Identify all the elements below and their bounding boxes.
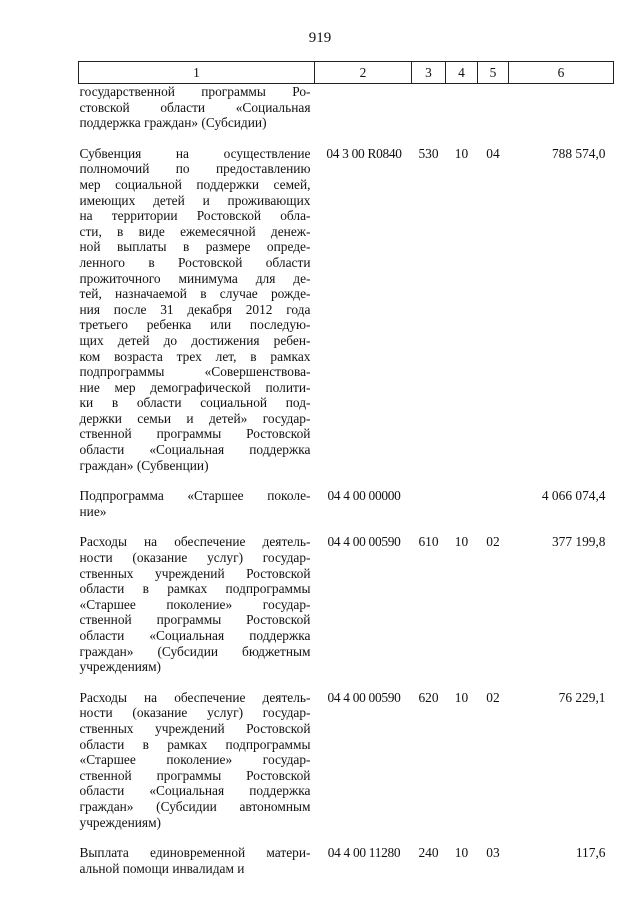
word: услуг): [207, 550, 244, 566]
description-line: ние»: [79, 503, 107, 519]
word: программы: [156, 426, 222, 442]
description-line: [80, 644, 311, 660]
word: учреждений: [155, 720, 225, 736]
word: ственной: [79, 767, 132, 783]
word: Расходы: [79, 534, 127, 550]
description-line: [80, 84, 311, 100]
expense-type-code: [412, 488, 446, 534]
word: Субвенция: [79, 145, 142, 161]
column-header-4: 4: [446, 62, 478, 84]
word: обла-: [280, 208, 311, 224]
description-line: [80, 752, 311, 768]
word: детей: [153, 192, 185, 208]
word: Подпрограмма: [79, 488, 164, 504]
subsection-code: 02: [486, 534, 500, 550]
word: лет,: [215, 348, 237, 364]
description-line: [80, 100, 311, 116]
description-line: [80, 768, 311, 784]
column-header-6: 6: [509, 62, 614, 84]
word: государ-: [262, 596, 311, 612]
word: выплаты: [116, 239, 167, 255]
word: «Старшее: [187, 488, 244, 504]
word: деятель-: [262, 534, 311, 550]
word: области: [79, 628, 125, 643]
amount-value: 117,6: [575, 845, 606, 861]
word: полити-: [265, 379, 311, 395]
word: единовременной: [150, 845, 246, 861]
column-header-2: 2: [315, 62, 412, 84]
word: в: [111, 395, 119, 411]
word: Ростовской: [178, 254, 243, 270]
description-line: [80, 364, 311, 380]
section-code: [446, 488, 478, 534]
word: на: [144, 689, 158, 705]
description-line: [80, 333, 311, 349]
description-line: [80, 239, 311, 255]
word: держки: [79, 410, 122, 426]
expense-type-code: 240: [418, 845, 439, 861]
table-header: [79, 62, 614, 84]
word: граждан»: [79, 798, 134, 814]
description-line: [80, 224, 311, 240]
word: территории: [111, 208, 178, 224]
word: семей,: [273, 176, 311, 192]
word: ребен-: [273, 332, 311, 348]
description-line: [80, 612, 311, 628]
word: предоставлению: [216, 161, 311, 177]
word: Ро-: [292, 84, 311, 99]
word: ности: [79, 705, 113, 721]
description-line: [80, 286, 311, 302]
word: денеж-: [270, 223, 311, 239]
target-article-code: 04 4 00 11280: [327, 845, 401, 861]
word: на: [175, 145, 189, 161]
word: ком: [79, 348, 101, 364]
description-line: [80, 380, 311, 396]
word: программы: [156, 767, 222, 783]
word: поколение»: [166, 752, 233, 768]
table-body: [79, 84, 614, 892]
word: в: [182, 239, 190, 255]
description-line: [80, 566, 311, 582]
page-number: 919: [308, 30, 332, 46]
word: Ростовской: [246, 565, 311, 581]
word: обеспечение: [174, 534, 246, 550]
expense-type-code: [412, 84, 446, 146]
description-line: [80, 737, 311, 753]
word: в: [250, 348, 257, 364]
description-line: [80, 271, 311, 287]
description-line: граждан» (Субвенции): [79, 457, 209, 473]
word: последую-: [249, 317, 311, 333]
description-line: [80, 208, 311, 224]
target-article-code: 04 4 00 00590: [327, 689, 401, 705]
word: государ-: [262, 550, 311, 566]
word: «Старшее: [79, 596, 136, 612]
word: «Социальная: [149, 783, 225, 799]
word: под-: [285, 395, 311, 411]
section-code: 10: [454, 689, 469, 705]
description-line: [80, 799, 311, 815]
word: Ростовской: [196, 208, 262, 224]
word: декабря: [187, 301, 232, 317]
word: третьего: [79, 317, 128, 333]
word: ежемесячной: [180, 223, 256, 239]
word: ребенка: [146, 317, 192, 333]
word: в: [142, 581, 149, 597]
word: или: [210, 317, 232, 333]
word: минимума: [178, 270, 238, 286]
word: Ростовской: [246, 426, 311, 442]
description-line: [80, 845, 311, 861]
expense-type-code: 620: [418, 689, 439, 705]
word: подпрограммы: [225, 581, 311, 597]
word: детей»: [208, 410, 248, 426]
description-line: [80, 302, 311, 318]
word: матери-: [266, 845, 311, 861]
word: государ-: [262, 705, 311, 721]
description-line: [80, 442, 311, 458]
table-row: [79, 146, 614, 488]
word: области: [79, 581, 125, 597]
word: поддержки: [196, 176, 260, 192]
subsection-code: [478, 84, 509, 146]
word: семьи: [137, 410, 172, 426]
word: возраста: [114, 348, 163, 364]
word: социальной: [200, 395, 268, 411]
word: Ростовской: [246, 720, 311, 736]
table-row: [79, 845, 614, 891]
subsection-code: 04: [486, 145, 500, 161]
budget-table: [78, 61, 614, 891]
description-line: [80, 255, 311, 271]
row-description: [79, 534, 315, 689]
word: трех: [176, 348, 202, 364]
word: программы: [201, 84, 266, 99]
word: размере: [205, 239, 251, 255]
amount-value: 377 199,8: [551, 534, 606, 550]
word: по: [175, 161, 190, 177]
word: ки: [79, 395, 94, 411]
word: Ростовской: [246, 767, 311, 783]
description-line: [80, 193, 311, 209]
description-line: [80, 177, 311, 193]
description-line: [80, 426, 311, 442]
word: государственной: [79, 84, 175, 99]
word: ности: [79, 550, 113, 566]
word: для: [255, 270, 276, 286]
word: на: [144, 534, 158, 550]
word: социальной: [115, 176, 182, 192]
word: области: [136, 395, 182, 411]
word: прожиточного: [79, 270, 161, 286]
expense-type-code: 610: [418, 534, 439, 550]
column-header-1: 1: [79, 62, 315, 84]
word: поддержка: [249, 442, 311, 458]
row-description: [79, 845, 315, 891]
word: государ-: [262, 410, 311, 426]
section-code: 10: [454, 845, 469, 861]
word: и: [186, 410, 194, 426]
word: тей,: [79, 286, 102, 302]
word: щих: [79, 332, 104, 348]
word: ственной: [79, 426, 132, 442]
description-line: [80, 721, 311, 737]
word: в: [200, 286, 207, 302]
word: демографической: [150, 379, 251, 395]
table-row: [79, 690, 614, 845]
target-article-code: [315, 84, 412, 146]
description-line: [80, 161, 311, 177]
word: на: [79, 208, 93, 224]
word: (Субсидии: [157, 643, 219, 659]
description-line: [80, 597, 311, 613]
word: (оказание: [132, 705, 188, 721]
word: виде: [138, 223, 165, 239]
description-line: [80, 581, 311, 597]
word: ния: [79, 301, 100, 317]
row-description: [79, 488, 315, 534]
section-code: 10: [454, 534, 469, 550]
word: ленного: [79, 254, 126, 270]
word: услуг): [207, 705, 244, 721]
word: поколение»: [166, 596, 233, 612]
table-row: [79, 534, 614, 689]
word: области: [160, 99, 206, 115]
word: рожде-: [270, 286, 311, 302]
word: детей: [117, 332, 150, 348]
section-code: 10: [454, 145, 469, 161]
amount-value: [509, 84, 614, 146]
target-article-code: 04 3 00 R0840: [326, 145, 402, 161]
word: автономным: [239, 798, 311, 814]
word: граждан»: [79, 643, 134, 659]
description-line: альной помощи инвалидам и: [79, 860, 245, 876]
table-row: [79, 488, 614, 534]
section-code: [446, 84, 478, 146]
word: рамках: [270, 348, 311, 364]
word: опреде-: [266, 239, 311, 255]
header-row: [79, 62, 614, 84]
word: в: [148, 254, 155, 270]
row-description: [79, 146, 315, 488]
word: Выплата: [79, 845, 129, 861]
description-line: [80, 146, 311, 162]
word: рамках: [167, 581, 208, 597]
word: области: [79, 442, 125, 458]
word: мер: [114, 379, 136, 395]
word: ние: [79, 379, 100, 395]
table-row: [79, 84, 614, 146]
amount-value: 788 574,0: [551, 145, 606, 161]
word: ственных: [79, 720, 134, 736]
word: сти,: [79, 223, 102, 239]
description-line: [80, 488, 311, 504]
word: «Социальная: [149, 628, 225, 643]
description-line: поддержка граждан» (Субсидии): [79, 115, 267, 131]
word: рамках: [167, 736, 208, 752]
word: де-: [293, 270, 311, 286]
row-description: [79, 690, 315, 845]
word: достижения: [191, 332, 260, 348]
word: обеспечение: [174, 689, 246, 705]
description-line: учреждениям): [79, 659, 162, 675]
word: после: [113, 301, 147, 317]
description-line: [80, 705, 311, 721]
description-line: [80, 783, 311, 799]
word: и: [202, 192, 210, 208]
description-line: [80, 550, 311, 566]
word: «Социальная: [235, 99, 311, 115]
description-line: учреждениям): [79, 814, 162, 830]
word: поддержка: [249, 628, 311, 643]
subsection-code: 03: [486, 845, 500, 861]
word: назначаемой: [115, 286, 187, 302]
amount-value: 4 066 074,4: [541, 488, 606, 504]
word: ной: [79, 239, 101, 255]
row-description: [79, 84, 315, 146]
word: государ-: [262, 752, 311, 768]
word: (оказание: [132, 550, 188, 566]
column-header-3: 3: [412, 62, 446, 84]
word: учреждений: [155, 565, 225, 581]
word: области: [79, 736, 125, 752]
word: Ростовской: [246, 612, 311, 628]
description-line: [80, 411, 311, 427]
word: области: [79, 783, 125, 799]
word: случае: [219, 286, 258, 302]
subsection-code: [478, 488, 509, 534]
word: поддержка: [249, 783, 311, 799]
word: бюджетным: [242, 643, 311, 659]
word: подпрограммы: [79, 364, 165, 380]
word: ственных: [79, 565, 134, 581]
target-article-code: 04 4 00 00590: [327, 534, 401, 550]
word: мер: [79, 176, 101, 192]
expense-type-code: 530: [418, 145, 439, 161]
description-line: [80, 534, 311, 550]
word: до: [163, 332, 178, 348]
word: ственной: [79, 612, 132, 628]
word: Расходы: [79, 689, 127, 705]
word: подпрограммы: [225, 736, 311, 752]
description-line: [80, 628, 311, 644]
subsection-code: 02: [486, 689, 500, 705]
description-line: [80, 690, 311, 706]
description-line: [80, 317, 311, 333]
target-article-code: 04 4 00 00000: [327, 488, 401, 504]
word: поколе-: [267, 488, 311, 504]
word: года: [286, 301, 311, 317]
word: стовской: [79, 99, 130, 115]
word: 2012: [245, 301, 273, 317]
column-header-5: 5: [478, 62, 509, 84]
word: «Социальная: [149, 442, 225, 458]
word: в: [142, 736, 149, 752]
word: (Субсидии: [156, 798, 217, 814]
word: проживающих: [227, 192, 311, 208]
description-line: [80, 395, 311, 411]
word: «Совершенствова-: [204, 364, 311, 380]
word: 31: [160, 301, 174, 317]
word: полномочий: [79, 161, 150, 177]
word: деятель-: [262, 689, 311, 705]
word: имеющих: [79, 192, 136, 208]
word: программы: [156, 612, 222, 628]
word: осуществление: [223, 145, 311, 161]
word: в: [117, 223, 124, 239]
word: «Старшее: [79, 752, 136, 768]
description-line: [80, 349, 311, 365]
word: области: [265, 254, 311, 270]
amount-value: 76 229,1: [558, 689, 606, 705]
